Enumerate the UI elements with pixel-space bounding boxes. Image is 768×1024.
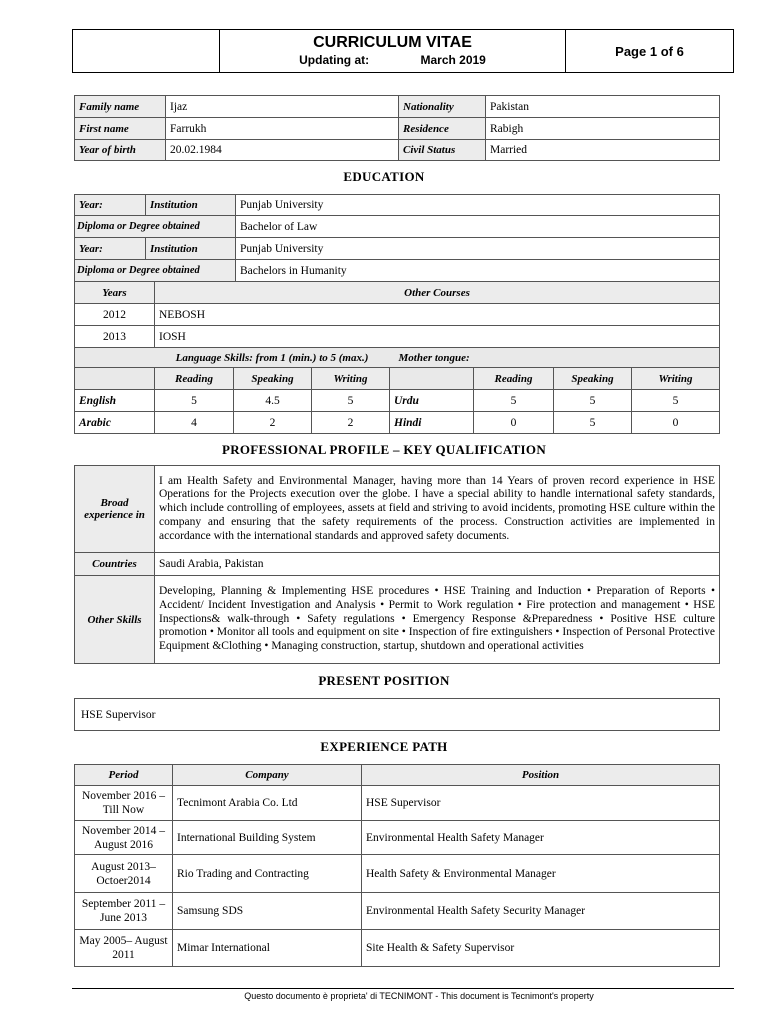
- family-name-label: Family name: [75, 96, 166, 118]
- language-writing: 2: [312, 412, 390, 434]
- courses-years-label: Years: [75, 282, 155, 304]
- speaking-label-left: Speaking: [234, 368, 312, 390]
- experience-heading: EXPERIENCE PATH: [320, 739, 448, 754]
- language-writing: 5: [632, 390, 720, 412]
- other-skills-label: Other Skills: [75, 576, 155, 664]
- countries-label: Countries: [75, 553, 155, 576]
- period-header: Period: [75, 765, 173, 786]
- civil-status-label: Civil Status: [399, 140, 486, 161]
- course-name-2: IOSH: [155, 326, 720, 348]
- language-reading: 0: [474, 412, 554, 434]
- experience-period: November 2014 – August 2016: [75, 821, 173, 855]
- header-box: [72, 29, 734, 73]
- edu-year-label-2: Year:: [75, 238, 146, 260]
- language-writing: 5: [312, 390, 390, 412]
- course-year-1: 2012: [75, 304, 155, 326]
- experience-position: Environmental Health Safety Manager: [362, 821, 720, 855]
- first-name-label: First name: [75, 118, 166, 140]
- reading-label-left: Reading: [155, 368, 234, 390]
- edu-institution-1: Punjab University: [236, 195, 720, 216]
- page-number: Page 1 of 6: [566, 30, 734, 73]
- nationality-label: Nationality: [399, 96, 486, 118]
- updating-label: Updating at:: [299, 53, 370, 67]
- language-skills-label: Language Skills: from 1 (min.) to 5 (max.): [155, 348, 390, 368]
- edu-year-label-1: Year:: [75, 195, 146, 216]
- footer-divider: [72, 988, 734, 989]
- edu-diploma-label-2: Diploma or Degree obtained: [75, 260, 236, 282]
- table-row: [75, 786, 720, 821]
- language-reading: 4: [155, 412, 234, 434]
- experience-company: Mimar International: [173, 930, 362, 967]
- language-speaking: 4.5: [234, 390, 312, 412]
- courses-label: Other Courses: [155, 282, 720, 304]
- experience-table: [74, 764, 720, 967]
- experience-period: May 2005– August 2011: [75, 930, 173, 967]
- mother-tongue-label: Mother tongue:: [390, 348, 720, 368]
- header-title-cell: [220, 30, 566, 73]
- table-row: [75, 930, 720, 967]
- position-header: Position: [362, 765, 720, 786]
- year-of-birth-label: Year of birth: [75, 140, 166, 161]
- table-row: [75, 821, 720, 855]
- countries-value: Saudi Arabia, Pakistan: [155, 553, 720, 576]
- edu-institution-label-1: Institution: [146, 195, 236, 216]
- edu-institution-label-2: Institution: [146, 238, 236, 260]
- experience-position: Health Safety & Environmental Manager: [362, 855, 720, 893]
- profile-table: [74, 465, 720, 664]
- course-name-1: NEBOSH: [155, 304, 720, 326]
- experience-company: Samsung SDS: [173, 893, 362, 930]
- civil-status-value: Married: [486, 140, 720, 161]
- language-speaking: 5: [554, 412, 632, 434]
- residence-label: Residence: [399, 118, 486, 140]
- family-name-value: Ijaz: [166, 96, 399, 118]
- language-name: Hindi: [390, 412, 474, 434]
- writing-label-right: Writing: [632, 368, 720, 390]
- broad-experience-label: Broad experience in: [75, 466, 155, 553]
- experience-position: Environmental Health Safety Security Manager: [362, 893, 720, 930]
- language-reading: 5: [155, 390, 234, 412]
- experience-company: Tecnimont Arabia Co. Ltd: [173, 786, 362, 821]
- education-table: [74, 194, 720, 282]
- edu-diploma-2: Bachelors in Humanity: [236, 260, 720, 282]
- speaking-label-right: Speaking: [554, 368, 632, 390]
- language-writing: 0: [632, 412, 720, 434]
- present-position-heading: PRESENT POSITION: [318, 673, 450, 688]
- language-table: [74, 347, 720, 434]
- nationality-value: Pakistan: [486, 96, 720, 118]
- experience-company: Rio Trading and Contracting: [173, 855, 362, 893]
- language-speaking: 2: [234, 412, 312, 434]
- experience-period: November 2016 – Till Now: [75, 786, 173, 821]
- education-heading: EDUCATION: [343, 169, 425, 184]
- table-row: [75, 893, 720, 930]
- reading-label-right: Reading: [474, 368, 554, 390]
- experience-company: International Building System: [173, 821, 362, 855]
- broad-experience-text: I am Health Safety and Environmental Manager, having more than 14 Years of proven record experience in HSE Operations for the Projects execution over the globe. I have a special ability to handle international safety standards, which include controlling of employees, assets at field and striving to avoid incidents, promoting HSE culture within the company and ensuring that the safety requirements of the process. Construction activities are implemented in accordance with the international standards and approved safety documents.: [155, 466, 720, 553]
- updating-date: March 2019: [420, 53, 486, 67]
- writing-label-left: Writing: [312, 368, 390, 390]
- courses-table: [74, 281, 720, 348]
- cv-title: CURRICULUM VITAE: [313, 34, 472, 51]
- edu-diploma-1: Bachelor of Law: [236, 216, 720, 238]
- experience-position: Site Health & Safety Supervisor: [362, 930, 720, 967]
- present-position-table: [74, 698, 720, 731]
- language-name: Arabic: [75, 412, 155, 434]
- header-logo-cell: [73, 30, 220, 73]
- personal-info-table: [74, 95, 720, 161]
- language-reading: 5: [474, 390, 554, 412]
- table-row: [75, 855, 720, 893]
- language-speaking: 5: [554, 390, 632, 412]
- other-skills-text: Developing, Planning & Implementing HSE procedures • HSE Training and Induction • Preparation of Reports • Accident/ Incident Investigation and Analysis • Permit to Work regulation • Fire protection and management • HSE Inspections& walk-through • Safety regulations • Emergency Response &Preparedness • Positive HSE culture promotion • Monitor all tools and equipment on site • Inspection of fire extinguishers • Inspection of Personal Protective Equipment &Clothing • Managing construction, startup, shutdown and operational activities: [155, 576, 720, 664]
- profile-heading: PROFESSIONAL PROFILE – KEY QUALIFICATION: [221, 442, 547, 457]
- present-position-value: HSE Supervisor: [75, 699, 720, 731]
- course-year-2: 2013: [75, 326, 155, 348]
- experience-period: August 2013– Octoer2014: [75, 855, 173, 893]
- language-name: Urdu: [390, 390, 474, 412]
- edu-diploma-label-1: Diploma or Degree obtained: [75, 216, 236, 238]
- experience-period: September 2011 – June 2013: [75, 893, 173, 930]
- edu-institution-2: Punjab University: [236, 238, 720, 260]
- first-name-value: Farrukh: [166, 118, 399, 140]
- experience-position: HSE Supervisor: [362, 786, 720, 821]
- company-header: Company: [173, 765, 362, 786]
- language-name: English: [75, 390, 155, 412]
- year-of-birth-value: 20.02.1984: [166, 140, 399, 161]
- footer-text: Questo documento è proprieta' di TECNIMONT - This document is Tecnimont's property: [244, 991, 594, 1001]
- residence-value: Rabigh: [486, 118, 720, 140]
